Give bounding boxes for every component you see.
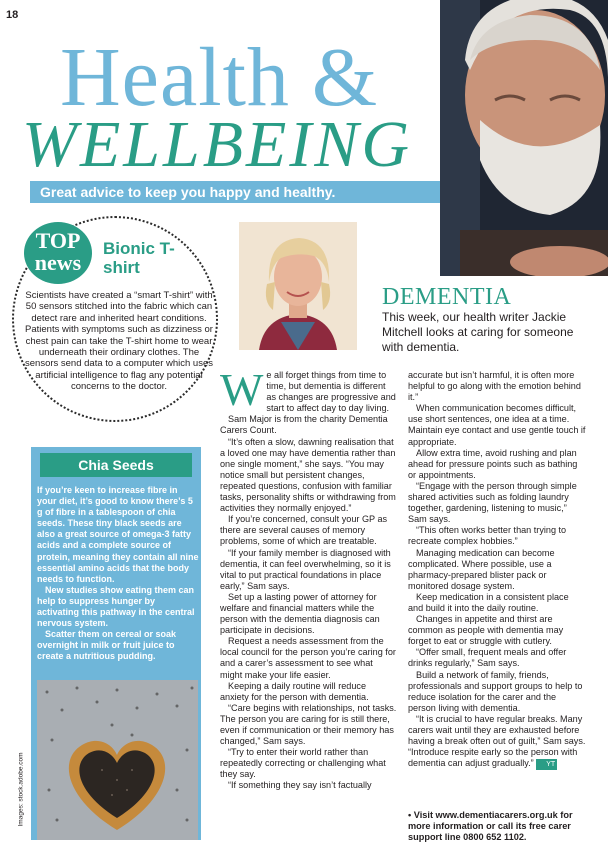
chia-seeds-body [37, 485, 199, 663]
image-credit-text: Images: stock.adobe.com [17, 752, 25, 827]
drop-cap: W [220, 364, 264, 415]
top-news-title: Bionic T-shirt [103, 239, 175, 277]
article-paragraph: “Engage with the person through simple shared activities such as folding laundry together, gardening, listening to music,” Sam says. [408, 480, 577, 525]
article-paragraph: Keeping a daily routine will reduce anxiety for the person with dementia. [220, 680, 369, 702]
dementia-intro: This week, our health writer Jackie Mitchell looks at caring for someone with dementia. [382, 310, 574, 354]
article-paragraph: Set up a lasting power of attorney for welfare and financial matters while the person with the dementia diagnosis can participate in decisions. [220, 591, 380, 636]
author-photo [239, 222, 357, 350]
article-paragraph: “Care begins with relationships, not tasks. The person you are caring for is still there, even if communication or their memory has changed,” Sam says. [220, 702, 397, 747]
article-paragraph: Request a needs assessment from the local council for the person you’re caring for and a carer’s assessment to see what might make your life easier. [220, 636, 396, 680]
article-paragraph [220, 364, 397, 415]
badge-top: TOP [35, 228, 81, 253]
article-paragraph: “If your family member is diagnosed with dementia, it can feel overwhelming, so it is vital to put practical foundations in place early,” Sam says. [220, 547, 391, 591]
article-paragraph: “Try to enter their world rather than repeatedly correcting or challenging what they say. [220, 747, 386, 780]
article-paragraph: accurate but isn’t harmful, it is often more helpful to go along with the emotion behind it.” [408, 370, 581, 403]
article-paragraph: Changes in appetite and thirst are common as people with dementia may forget to eat or struggle with cutlery. [408, 614, 564, 647]
tagline-banner: Great advice to keep you happy and healthy. [30, 181, 440, 203]
image-credit [14, 720, 24, 830]
article-column-2 [408, 370, 586, 770]
article-paragraph: Build a network of family, friends, professionals and support groups to help to reduce isolation for the carer and the person living with dementia. [408, 669, 583, 713]
top-news-body: Scientists have created a “smart T-shirt” with 50 sensors stitched into the fabric which can detect rare and inherited heart conditions. Patients with symptoms such as dizziness or chest pain can take the T-shirt home to wear underneath their ordinary clothes. The sensors send data to a computer which uses artificial intelligence to flag any potential concerns to the doctor. [25, 290, 213, 393]
badge-news: news [34, 250, 82, 275]
article-paragraph: Managing medication can become complicated. Where possible, use a pharmacy-prepared blister pack or monitored dosage system. [408, 547, 555, 591]
section-title-line2: WELLBEING [22, 108, 412, 181]
visit-info: • Visit www.dementiacarers.org.uk for more information or call its free carer support line 0800 652 1102. [408, 810, 573, 842]
article-closing-text: “It is crucial to have regular breaks. Many carers wait until they are exhausted before having a break often out of guilt,” Sam says. “Introduce respite early so the person with dementia can adjust gradually.” [408, 713, 586, 769]
article-paragraph: Allow extra time, avoid rushing and plan ahead for pressure points such as bathing or appointments. [408, 447, 578, 480]
article-paragraph [408, 714, 586, 770]
elderly-man-photo [440, 0, 608, 276]
article-column-1 [220, 364, 397, 792]
dementia-heading: DEMENTIA [382, 284, 512, 310]
page-number: 18 [6, 9, 19, 21]
article-paragraph: If you’re concerned, consult your GP as there are several causes of memory problems, some of which are treatable. [220, 514, 388, 547]
chia-seeds-title: Chia Seeds [40, 453, 192, 477]
article-paragraph: “If something they say isn’t factually [228, 780, 372, 791]
chia-paragraph: Scatter them on cereal or soak overnight in milk or fruit juice to create a nutritious pudding. [37, 629, 177, 662]
article-paragraph: “Offer small, frequent meals and offer drinks regularly,” Sam says. [408, 647, 567, 669]
article-paragraph: Sam Major is from the charity Dementia Carers Count. [220, 414, 388, 436]
section-title-line1: Health & [60, 31, 379, 124]
article-paragraph: Keep medication in a consistent place and build it into the daily routine. [408, 591, 569, 613]
end-mark: YT [536, 759, 557, 770]
article-paragraph: “This often works better than trying to recreate complex hobbies.” [408, 525, 567, 547]
article-lead: e all forget things from time to time, but dementia is different as changes are progressive and start to affect day to day living. [266, 370, 396, 414]
article-paragraph: When communication becomes difficult, use short sentences, one idea at a time. Maintain eye contact and use gentle touch if appropriate. [408, 403, 586, 447]
chia-paragraph: New studies show eating them can help to suppress hunger by activating this pathway in the central nervous system. [37, 584, 195, 629]
top-news-badge [24, 222, 92, 284]
chia-seeds-photo [37, 680, 198, 840]
article-paragraph: “It’s often a slow, dawning realisation that a loved one may have dementia rather than one single moment,” she says. “You may notice small but persistent changes, repeated questions, confusion with familiar tasks, personality shifts or withdrawing from activities they normally enjoyed.” [220, 436, 396, 514]
chia-paragraph: If you’re keen to increase fibre in your diet, it’s good to know there’s 5 g of fibre in a tablespoon of chia seeds. These tiny black seeds are also a great source of omega-3 fatty acids and a complete source of protein, meaning they contain all nine essential amino acids that the body needs to function. [37, 485, 199, 584]
